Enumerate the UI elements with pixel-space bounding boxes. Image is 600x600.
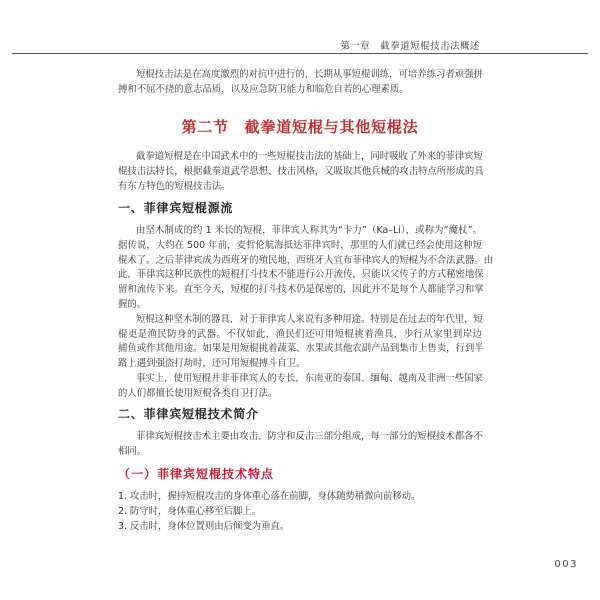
text-line: 的人们都擅长使用短棍各类自卫打法。 (118, 387, 278, 399)
body-paragraph (118, 372, 482, 402)
text-line: 相同。 (118, 445, 147, 457)
text-line: 留和流传下来。直至今天，短棍的打斗技术仍是保密的，因此并不是每个人都能学习和掌 (118, 284, 484, 296)
page-number: 003 (554, 559, 578, 570)
text-line: 棍术了。之后菲律宾成为西班牙的殖民地，西班牙人宣布菲律宾人的短棍为不合法武器。由 (118, 254, 494, 266)
body-paragraph (118, 224, 494, 313)
section-title: 第二节 截拳道短棍与其他短棍法 (181, 117, 419, 136)
page-content (118, 68, 494, 534)
text-line: 短棍技击法是在高度激烈的对抗中进行的，长期从事短棍训练，可培养练习者顽强拼 (136, 69, 483, 80)
list-item: 2. 防守时，身体重心移至后脚上。 (118, 505, 262, 517)
text-line: 此，菲律宾这种民族性的短棍打斗技术不能进行公开流传，只能以父传子的方式秘密地保 (118, 269, 484, 281)
text-line: 菲律宾短棍技击术主要由攻击、防守和反击三部分组成，每一部分的短棍技术都各不 (136, 430, 483, 442)
text-line: 据传说，大约在 500 年前，麦哲伦航海抵达菲律宾时，那里的人们就已经会使用这种短 (118, 239, 482, 251)
body-paragraph (118, 313, 482, 372)
subsection-heading-origin: 一、菲律宾短棍源流 (118, 200, 234, 215)
text-line: 由坚木制成的约 1 米长的短棍，菲律宾人称其为“卡力”（Ka–Li），或称为“魔杖”。 (136, 224, 482, 236)
section-intro-paragraph (118, 150, 482, 194)
list-item: 3. 反击时，身体位置则由后倾变为垂直。 (118, 520, 290, 532)
text-line: 握的。 (118, 298, 147, 310)
text-line: 短棍这种坚木制的器具，对于菲律宾人来说有多种用途。特别是在过去的年代里，短 (136, 313, 483, 325)
text-line: 搏和不屈不挠的意志品质，以及应急防卫能力和临危自若的心理素质。 (118, 83, 409, 95)
subsubsection-heading: （一）菲律宾短棍技术特点 (118, 466, 275, 481)
body-paragraph (118, 430, 482, 460)
text-line: 棍技击法特长，根据截拳道武学思想、技击风格，又吸取其他兵械的攻击特点所形成的具 (118, 165, 484, 177)
running-head: 第一章 截拳道短棍技击法概述 (340, 41, 480, 52)
text-line: 棍更是渔民防身的武器。不仅如此，渔民们还可用短棍挑着渔具，步行从家里到岸边 (118, 328, 482, 340)
text-line: 事实上，使用短棍并非菲律宾人的专长，东南亚的泰国、缅甸、越南及非洲一些国家 (136, 372, 483, 384)
text-line: 捕鱼或作其他用途。如果是用短棍挑着蔬菜、水果或其他农副产品到集市上售卖，行到半 (118, 343, 484, 355)
subsection-heading-technique: 二、菲律宾短棍技术简介 (118, 406, 259, 421)
text-line: 路上遇到强盗打劫时，还可用短棍搏斗自卫。 (118, 358, 306, 370)
numbered-list (118, 490, 482, 534)
header-rule (12, 53, 588, 54)
intro-paragraph (118, 68, 482, 98)
text-line: 截拳道短棍是在中国武术中的一些短棍技击法的基础上，同时吸收了外来的菲律宾短 (136, 150, 483, 162)
text-line: 有东方特色的短棍技击法。 (118, 180, 231, 192)
list-item: 1. 攻击时，握持短棍攻击的身体重心落在前脚，身体随势稍微向前移动。 (118, 490, 421, 502)
